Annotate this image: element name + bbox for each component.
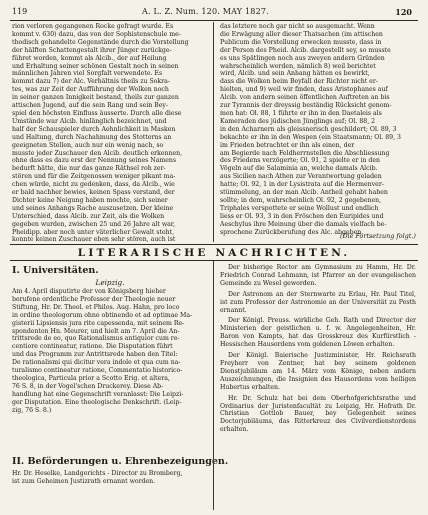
page-number-right: 120 <box>395 7 412 17</box>
text-line: am Begierde nach Feldherrnstellen die Abschliessung <box>220 149 390 157</box>
text-line: stören und für die Zeitgenossen weniger pikant ma- <box>12 173 176 181</box>
text-line: Am 4. April disputirte der von Königsberg hieher <box>12 288 166 295</box>
text-line: in ordine theologorum ohne obtinendo et ad optimae Ma- <box>12 311 193 319</box>
text-line: und das Programm zur Antrittsrede haben den Titel: <box>12 351 178 359</box>
news-paragraph: Der Astronom an der Sternwarte zu Erlau, Hr. Paul Titel, ist zum Professor der Astronomie an der Universität zu Pesth ernannt. <box>220 290 416 314</box>
text-line: Vögeln auf die Salaminia an, welche damals Alcib. <box>220 165 378 173</box>
text-line: konnte keinen Zuschauer eben sehr stören, auch ist <box>12 236 176 244</box>
text-line: Kameraden des jüdischen Jünglings auf; Ol. 88, 2 <box>220 117 376 125</box>
text-line: im Frieden betrachtet er ihn als einen, der <box>220 141 355 149</box>
text-line: und Haltung, durch Nachahmung des Stotterns an <box>12 133 172 141</box>
article-column-left <box>12 23 208 244</box>
text-line: Aeschylus ihre Meinung über die damals vielfach be- <box>220 220 387 228</box>
text-line: spondenten Hn. Meurer, und hielt am 7. April die An- <box>12 327 180 335</box>
text-line: Hr. Dr. Heselke, Landgerichts - Director zu Bromberg, <box>12 470 183 477</box>
text-line: der hälften Schattengestalt ihrer Jünger zurückge- <box>12 46 172 54</box>
text-line: der Person des Pheid. Alcib. dargestellt sey, so musste <box>220 46 391 54</box>
column-divider-bottom <box>213 260 214 510</box>
text-line: men hat: Ol. 88, 1 führte er ihn in den Daetaleis als <box>220 109 382 117</box>
text-line: gisterii Lipsiensis jura rite capessenda, mit seinem Re- <box>12 319 185 327</box>
section-title-promotions: II. Beförderungen u. Ehrenbezeigungen. <box>12 456 229 467</box>
text-line: sollte; in dem, wahrscheinlich Ol. 92, 2 gegebenen, <box>220 196 382 204</box>
text-line: Umstände war Alcib. hinlänglich bezeichnet, und <box>12 117 167 125</box>
text-line: 76 S. 8, in der Vogel'schen Druckerey. Diese Ab- <box>12 382 164 390</box>
text-line: kommt v. 630) dazu, das von der Sophistenschule me- <box>12 30 181 38</box>
section-rule-lower <box>10 260 418 261</box>
text-line: wird, Alcib. und sein Anhang hätten es bewirkt, <box>220 70 370 78</box>
text-line: handlung hat eine Gegenschrift veranlasst: Die Leipzi- <box>12 390 184 398</box>
text-line: des Friedens verzögerte; Ol. 91, 2 spielte er in den <box>220 157 380 165</box>
text-line: und seines Anhangs Rache auszusetzen. Der kleine <box>12 204 174 212</box>
news-paragraph: Hr. Dr. Schulz hat bei dem Oberhofgerichtsrathe und Ordinarius der Juristenfacultät zu Leipzig, Hr. Hofrath Dr. Christian Gottlob Bauer, bey Gelegenheit seines Doctorjubiläums, das Ritterkreuz des Civilverdienstordens erhalten. <box>220 394 416 434</box>
text-line: stümmelung, an der man Alcib. Antheil gehabt haben <box>220 189 388 197</box>
text-line: attischen Jugend, auf die sein Rang und sein Bey- <box>12 102 168 110</box>
promotions-column-right <box>220 264 416 512</box>
text-line: ohne dass es dazu erst der Nennung seines Namens <box>12 157 177 165</box>
text-line: gegeben wurden, zwischen 25 und 26 Jahre alt war, <box>12 220 176 228</box>
text-line: chen würde, nicht zu gedenken, dass, da Alcib., wie <box>12 181 175 189</box>
section-place-leipzig: Leipzig. <box>95 278 125 287</box>
text-line: in den Acharnern als gleissnerisch geschildert; Ol. 89, 3 <box>220 125 397 133</box>
text-line: die Erwägung aller dieser Thatsachen (im attischen <box>220 30 383 38</box>
page-number-left: 119 <box>12 7 28 16</box>
text-line: spiel den höchsten Einfluss äusserte. Durch alle diese <box>12 109 182 117</box>
text-line: turalismo contineatur ratione, Commentatio historico- <box>12 367 183 375</box>
text-line: hielten, und 9) weil wir finden, dass Aristophanes auf <box>220 86 388 94</box>
text-line: es uns Spätlingen noch aus zweyen andern Gründen <box>220 54 385 62</box>
promotions-text <box>12 470 208 512</box>
text-line: ger Disputation. Eine theologische Denkschrift. (Leip- <box>12 398 182 406</box>
text-line: half der Schauspieler durch Aehnlichkeit in Masken <box>12 125 176 133</box>
text-line: bedurft hätte, die nur das ganze Räthsel roh zer- <box>12 165 166 173</box>
text-line: musste jeder Zuschauer den Alcib. deutlich erkennen, <box>12 149 183 157</box>
text-line: bekachte er ihn in den Wespen (ein Staatsmann; Ol. 89, 3 <box>220 133 401 141</box>
text-line: er bald nachher bewies, keinen Spass verstand, der <box>12 189 175 197</box>
header-rule <box>10 20 418 21</box>
text-line: in seiner ganzen Innigkeit bestand, theils zur ganzen <box>12 94 179 102</box>
section-rule-upper <box>10 244 418 245</box>
text-line: zig, 76 S. 8.) <box>12 406 52 414</box>
text-line: theologica, Particula prior a Scotto Erig. et altera, <box>12 374 170 382</box>
text-line: Unterschied, dass Alcib. zur Zeit, als die Wolken <box>12 212 165 220</box>
text-line: tes, was zur Zeit der Aufführung der Wolken noch <box>12 86 169 94</box>
text-line: berufene ordentliche Professor der Theologie neuer <box>12 295 176 303</box>
text-line: rion verloren gegangenen Rocke gefragt wurde. Es <box>12 23 174 30</box>
news-paragraph: Der bisherige Rector am Gymnasium zu Hamm, Hr. Dr. Friedrich Conrad Lehmann, ist Pfarrer an der evangelischen Gemeinde zu Wesel geworden. <box>220 264 416 287</box>
text-line: sprochene Zurückberufung des Alc. abgeben. <box>220 228 364 236</box>
journal-running-head: A. L. Z. Num. 120. MAY 1827. <box>142 7 269 16</box>
column-divider-top <box>213 22 214 242</box>
text-line: Stiftung, Hr. Dr. Theol. et Philos. Aug. Hahn, pro loco <box>12 303 180 311</box>
literary-news-banner: LITERARISCHE NACHRICHTEN. <box>77 247 351 259</box>
text-line: thodisch gehandelte Gegenstände durch die Vorstellung <box>12 38 189 46</box>
text-line: aus Sicilien nach Athen zur Verantwortung geladen <box>220 173 382 181</box>
text-line: trittsrede de eo, quo Rationalismus antiquior cum re- <box>12 335 180 343</box>
section-title-universities: I. Universitäten. <box>12 265 99 276</box>
text-line: das letztere noch gar nicht so ausgemacht. Wenn <box>220 23 375 30</box>
page-header <box>12 5 416 19</box>
text-line: wahrscheinlich werden, nämlich 8) weil berichtet <box>220 62 376 70</box>
text-line: dass die Wolken beim Beyfall der Richter nicht er- <box>220 78 378 86</box>
text-line: De rationalismi qui dicitur vera indole et qua cum na- <box>12 359 181 367</box>
text-line: Publicum die Vorstellung erwecken musste, dass in <box>220 38 382 46</box>
text-line: zur Tyrannis der dreyssig beständig Rücksicht genom- <box>220 102 392 110</box>
text-line: kommt dazu 7) der Alc. Verhältnis theils zu Sokra- <box>12 78 170 86</box>
text-line: führet worden, kommt als Alcib., der auf Heilung <box>12 54 167 62</box>
text-line: Triphales verspottete er seine Wollust und endlich <box>220 204 379 212</box>
news-paragraph: Der Königl. Preuss. wirkliche Geh. Rath und Director der Ministerien der geistlichen u. f. w. Angelegenheiten, Hr. Baron von Kampts, hat das Grosskreuz des Kurfürstlich - Hessischen Hausordens vom goldenen Löwen erhalten. <box>220 317 416 349</box>
text-line: und Erhaltung seiner schönen Gestalt noch in seinen <box>12 62 179 70</box>
text-line: Pheidipp. aber noch unter väterlicher Gewalt steht, <box>12 228 175 236</box>
text-line: hatte; Ol. 92, 1 in der Lysistrata auf die Hermenver- <box>220 181 384 189</box>
text-line: Dichter keine Neigung haben mochte, sich seiner <box>12 196 168 204</box>
text-line: geeigneten Stellen, auch nur ein wenig nach, so <box>12 141 164 149</box>
continuation-note: (Die Fortsetzung folgt.) <box>340 232 416 240</box>
text-line: männlichen Jahren viel Sorgfalt verwendete. Es <box>12 70 163 78</box>
text-line: Alcib. von andern seinen öffentlichen Auftreten an bis <box>220 94 390 102</box>
news-paragraph: Der Königl. Baierische Justizminister, Hr. Reichsrath Freyherr von Zentner, hat bey seinem goldenen Dienstjubiläum am 14. März vom Könige, neben andern Auszeichnungen, die Insignien des Hausordens vom heiligen Hubertus erhalten. <box>220 352 416 391</box>
text-line: centiore contineatur, ratione. Die Disputation führt <box>12 343 173 351</box>
universities-text <box>12 288 208 453</box>
text-line: liess er Ol. 93, 3 in den Fröschen den Euripides und <box>220 212 384 220</box>
text-line: ist zum Geheimen Justizrath ernannt worden. <box>12 477 156 485</box>
